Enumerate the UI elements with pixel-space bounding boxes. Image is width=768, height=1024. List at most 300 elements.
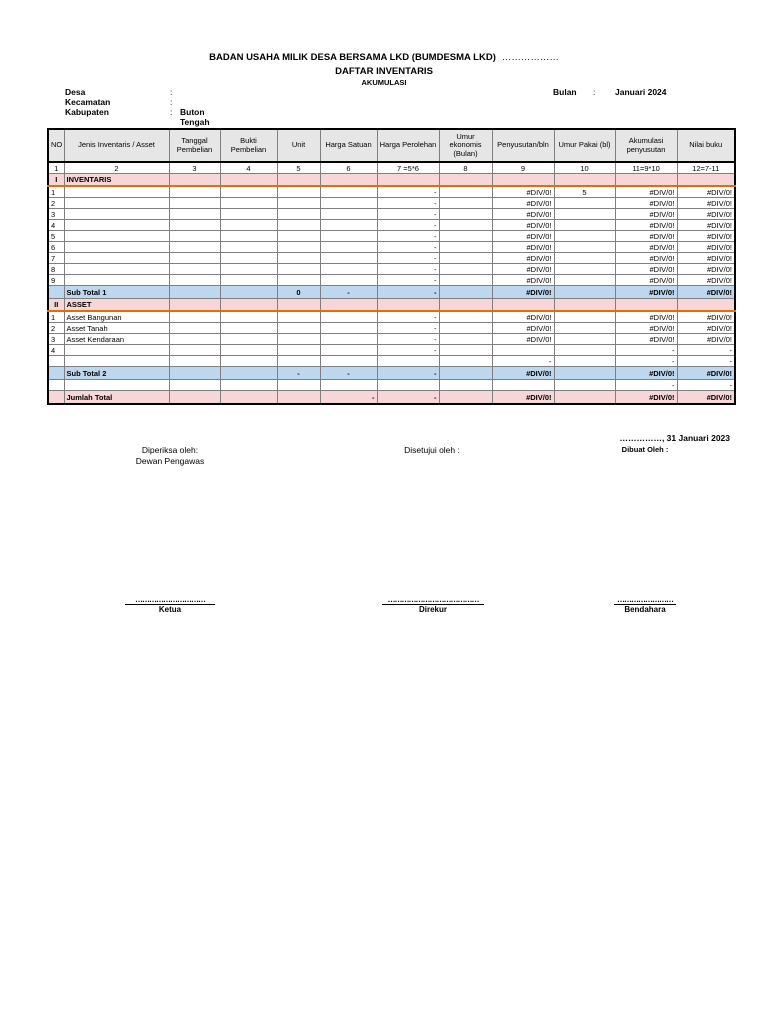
table-cell — [554, 391, 615, 405]
table-cell — [377, 299, 439, 312]
table-cell: #DIV/0! — [677, 275, 735, 286]
table-cell — [320, 323, 377, 334]
table-cell — [169, 356, 220, 367]
column-header: Harga Perolehan — [377, 129, 439, 162]
table-cell — [554, 311, 615, 323]
info-kabupaten — [65, 107, 210, 127]
table-cell — [64, 264, 169, 275]
table-cell: 5 — [554, 186, 615, 198]
table-cell — [439, 323, 492, 334]
table-cell: - — [377, 220, 439, 231]
subtotal-row — [48, 367, 735, 380]
table-cell: #DIV/0! — [677, 186, 735, 198]
table-cell: #DIV/0! — [677, 253, 735, 264]
table-cell — [554, 367, 615, 380]
ketua-signature — [125, 596, 215, 614]
table-cell: 8 — [439, 162, 492, 174]
table-cell — [320, 299, 377, 312]
column-header: Unit — [277, 129, 320, 162]
table-cell: #DIV/0! — [615, 334, 677, 345]
table-row — [48, 356, 735, 367]
table-cell — [220, 209, 277, 220]
total-row — [48, 391, 735, 405]
column-header: Bukti Pembelian — [220, 129, 277, 162]
table-cell: 7 — [48, 253, 64, 264]
bulan-label: Bulan — [553, 87, 577, 97]
table-cell — [439, 334, 492, 345]
table-cell — [554, 345, 615, 356]
table-cell: #DIV/0! — [615, 264, 677, 275]
column-header: Penyusutan/bln — [492, 129, 554, 162]
table-cell — [169, 391, 220, 405]
table-cell: #DIV/0! — [492, 286, 554, 299]
table-cell — [320, 174, 377, 187]
table-cell — [439, 220, 492, 231]
table-cell: #DIV/0! — [492, 367, 554, 380]
table-cell — [64, 242, 169, 253]
table-cell — [492, 174, 554, 187]
table-row — [48, 264, 735, 275]
table-cell: #DIV/0! — [677, 198, 735, 209]
table-cell: #DIV/0! — [677, 311, 735, 323]
dewan-pengawas-label: Dewan Pengawas — [135, 456, 205, 466]
table-cell — [169, 311, 220, 323]
column-header: Nilai buku — [677, 129, 735, 162]
table-cell: Jumlah Total — [64, 391, 169, 405]
table-cell — [277, 198, 320, 209]
table-row — [48, 198, 735, 209]
table-cell — [169, 275, 220, 286]
table-cell — [277, 311, 320, 323]
table-cell — [169, 367, 220, 380]
table-cell — [320, 264, 377, 275]
table-cell: 6 — [48, 242, 64, 253]
table-cell — [220, 323, 277, 334]
table-cell — [277, 209, 320, 220]
table-cell: - — [377, 242, 439, 253]
table-cell — [220, 198, 277, 209]
table-cell — [277, 186, 320, 198]
table-cell: 0 — [277, 286, 320, 299]
info-kecamatan — [65, 97, 173, 107]
table-cell — [439, 198, 492, 209]
table-cell: INVENTARIS — [64, 174, 169, 187]
table-cell: - — [277, 367, 320, 380]
table-cell: #DIV/0! — [677, 286, 735, 299]
table-cell: - — [377, 253, 439, 264]
table-cell — [277, 380, 320, 391]
table-cell: 1 — [48, 311, 64, 323]
table-cell — [169, 186, 220, 198]
dibuat-label: Dibuat Oleh : — [621, 445, 669, 454]
column-header: NO — [48, 129, 64, 162]
table-cell: #DIV/0! — [615, 220, 677, 231]
table-cell — [615, 174, 677, 187]
table-cell: #DIV/0! — [677, 231, 735, 242]
table-cell — [554, 299, 615, 312]
table-cell — [169, 345, 220, 356]
table-cell — [169, 242, 220, 253]
table-cell — [439, 367, 492, 380]
column-header: Harga Satuan — [320, 129, 377, 162]
table-cell: 9 — [492, 162, 554, 174]
table-cell: 2 — [48, 198, 64, 209]
table-cell: - — [320, 367, 377, 380]
table-cell — [64, 345, 169, 356]
ketua-dots: ………………………… — [125, 596, 215, 605]
table-cell: #DIV/0! — [492, 220, 554, 231]
table-cell — [492, 299, 554, 312]
table-cell: #DIV/0! — [492, 334, 554, 345]
signature-date: ……………, 31 Januari 2023 — [619, 433, 730, 443]
table-cell — [277, 253, 320, 264]
table-cell — [554, 198, 615, 209]
table-cell: 3 — [48, 209, 64, 220]
table-cell: #DIV/0! — [615, 391, 677, 405]
table-cell — [48, 391, 64, 405]
document-subsubtitle: AKUMULASI — [361, 78, 407, 87]
table-cell — [554, 356, 615, 367]
table-cell — [554, 209, 615, 220]
table-cell — [169, 220, 220, 231]
table-cell — [220, 299, 277, 312]
table-row — [48, 345, 735, 356]
table-cell: #DIV/0! — [677, 209, 735, 220]
table-cell: - — [377, 345, 439, 356]
table-row — [48, 253, 735, 264]
table-cell — [554, 264, 615, 275]
title-text: BADAN USAHA MILIK DESA BERSAMA LKD (BUMDESMA LKD) — [209, 52, 496, 63]
table-cell: 8 — [48, 264, 64, 275]
table-cell — [64, 275, 169, 286]
table-cell: 3 — [48, 334, 64, 345]
table-cell: #DIV/0! — [492, 209, 554, 220]
table-cell: 4 — [48, 220, 64, 231]
table-cell — [554, 286, 615, 299]
table-cell: #DIV/0! — [492, 264, 554, 275]
table-row — [48, 186, 735, 198]
table-row — [48, 220, 735, 231]
table-cell — [169, 286, 220, 299]
table-row — [48, 323, 735, 334]
table-cell — [64, 220, 169, 231]
table-cell: #DIV/0! — [677, 367, 735, 380]
table-cell — [169, 264, 220, 275]
table-cell: 3 — [169, 162, 220, 174]
table-cell — [220, 311, 277, 323]
section-row — [48, 174, 735, 187]
direktur-dots: ………………………………… — [382, 596, 484, 605]
table-cell — [320, 380, 377, 391]
table-cell: - — [377, 264, 439, 275]
table-cell: #DIV/0! — [615, 323, 677, 334]
table-cell: Asset Tanah — [64, 323, 169, 334]
table-cell: 11=9*10 — [615, 162, 677, 174]
table-cell: #DIV/0! — [615, 209, 677, 220]
table-cell — [439, 186, 492, 198]
table-cell — [439, 345, 492, 356]
document-title — [0, 52, 768, 63]
table-cell: #DIV/0! — [615, 286, 677, 299]
table-cell: - — [377, 286, 439, 299]
table-cell: #DIV/0! — [615, 198, 677, 209]
ketua-label: Ketua — [158, 605, 182, 614]
inventory-table — [47, 128, 736, 405]
title-dots: ……………… — [501, 52, 559, 63]
table-cell: - — [377, 367, 439, 380]
numbering-row — [48, 162, 735, 174]
table-cell — [439, 356, 492, 367]
table-cell: #DIV/0! — [492, 391, 554, 405]
table-cell — [64, 231, 169, 242]
table-cell — [220, 334, 277, 345]
table-cell: #DIV/0! — [492, 253, 554, 264]
table-cell — [277, 334, 320, 345]
table-cell: - — [492, 356, 554, 367]
table-cell: - — [377, 311, 439, 323]
table-cell: - — [377, 391, 439, 405]
table-cell — [169, 231, 220, 242]
bendahara-dots: …………………… — [614, 596, 676, 605]
table-cell — [439, 209, 492, 220]
table-cell — [377, 380, 439, 391]
table-cell: #DIV/0! — [492, 186, 554, 198]
table-cell — [320, 253, 377, 264]
table-cell: - — [377, 323, 439, 334]
table-cell — [439, 242, 492, 253]
table-cell — [169, 253, 220, 264]
table-cell: #DIV/0! — [677, 323, 735, 334]
bendahara-signature — [614, 596, 676, 614]
desa-colon: : — [170, 87, 173, 97]
column-header: Tanggal Pembelian — [169, 129, 220, 162]
table-cell — [439, 299, 492, 312]
table-cell: #DIV/0! — [492, 275, 554, 286]
diperiksa-label: Diperiksa oleh: — [141, 445, 199, 455]
table-row — [48, 209, 735, 220]
subtotal-row — [48, 286, 735, 299]
table-cell — [64, 380, 169, 391]
column-header: Jenis Inventaris / Asset — [64, 129, 169, 162]
table-cell — [439, 311, 492, 323]
table-cell — [677, 299, 735, 312]
bulan-value: Januari 2024 — [615, 87, 667, 97]
table-cell — [64, 356, 169, 367]
table-cell — [277, 220, 320, 231]
table-cell: 1 — [48, 162, 64, 174]
kabupaten-colon: : — [170, 107, 173, 117]
table-cell: #DIV/0! — [615, 311, 677, 323]
table-cell — [439, 264, 492, 275]
direktur-signature — [382, 596, 484, 614]
table-cell — [220, 174, 277, 187]
table-cell: - — [377, 198, 439, 209]
table-cell: #DIV/0! — [677, 220, 735, 231]
table-cell: #DIV/0! — [615, 253, 677, 264]
table-cell: Sub Total 2 — [64, 367, 169, 380]
table-cell — [554, 242, 615, 253]
column-header: Umur Pakai (bl) — [554, 129, 615, 162]
table-cell: #DIV/0! — [492, 198, 554, 209]
table-cell: Asset Kendaraan — [64, 334, 169, 345]
table-cell: - — [615, 380, 677, 391]
table-cell — [377, 356, 439, 367]
table-cell — [64, 253, 169, 264]
kecamatan-colon: : — [170, 97, 173, 107]
table-cell — [377, 174, 439, 187]
table-cell: 7 =5*6 — [377, 162, 439, 174]
table-cell — [439, 286, 492, 299]
table-row — [48, 275, 735, 286]
table-cell — [277, 299, 320, 312]
table-cell: - — [677, 380, 735, 391]
table-cell: 5 — [48, 231, 64, 242]
table-cell: I — [48, 174, 64, 187]
info-desa — [65, 87, 173, 97]
table-cell — [169, 299, 220, 312]
table-cell — [64, 186, 169, 198]
table-cell — [554, 231, 615, 242]
table-cell: #DIV/0! — [677, 242, 735, 253]
table-cell: 10 — [554, 162, 615, 174]
table-cell — [554, 220, 615, 231]
table-cell — [220, 220, 277, 231]
table-cell: - — [377, 275, 439, 286]
table-cell: #DIV/0! — [615, 367, 677, 380]
table-cell — [169, 209, 220, 220]
table-cell — [277, 264, 320, 275]
table-cell — [320, 334, 377, 345]
table-cell — [439, 231, 492, 242]
table-cell: - — [377, 186, 439, 198]
table-cell — [169, 334, 220, 345]
table-cell: 4 — [220, 162, 277, 174]
table-cell — [320, 231, 377, 242]
table-cell — [64, 198, 169, 209]
table-cell: #DIV/0! — [677, 264, 735, 275]
table-cell — [320, 220, 377, 231]
table-cell — [439, 174, 492, 187]
table-cell: #DIV/0! — [492, 231, 554, 242]
section-row — [48, 299, 735, 312]
table-cell: 6 — [320, 162, 377, 174]
table-cell — [220, 367, 277, 380]
table-cell — [439, 275, 492, 286]
table-cell — [48, 380, 64, 391]
table-cell — [439, 380, 492, 391]
table-cell — [277, 345, 320, 356]
table-cell — [220, 231, 277, 242]
table-cell: 2 — [64, 162, 169, 174]
table-cell: - — [377, 231, 439, 242]
table-cell: #DIV/0! — [492, 311, 554, 323]
table-cell — [677, 174, 735, 187]
table-cell — [320, 311, 377, 323]
table-cell: #DIV/0! — [492, 242, 554, 253]
table-cell — [220, 242, 277, 253]
table-cell: - — [377, 209, 439, 220]
table-row — [48, 311, 735, 323]
column-header: Akumulasi penyusutan — [615, 129, 677, 162]
table-cell: #DIV/0! — [615, 242, 677, 253]
table-cell — [48, 286, 64, 299]
table-cell — [277, 323, 320, 334]
table-cell — [48, 356, 64, 367]
kabupaten-value: Buton Tengah — [180, 107, 210, 127]
table-cell — [492, 345, 554, 356]
table-cell — [48, 367, 64, 380]
table-cell — [220, 380, 277, 391]
bendahara-label: Bendahara — [624, 605, 666, 614]
table-cell: 9 — [48, 275, 64, 286]
table-cell — [492, 380, 554, 391]
table-cell: - — [320, 286, 377, 299]
table-cell — [220, 253, 277, 264]
table-cell: - — [615, 345, 677, 356]
table-cell — [277, 356, 320, 367]
table-cell — [554, 380, 615, 391]
table-cell: #DIV/0! — [615, 186, 677, 198]
table-cell: 5 — [277, 162, 320, 174]
table-cell — [220, 275, 277, 286]
kecamatan-label: Kecamatan — [65, 97, 111, 107]
disetujui-label: Disetujui oleh : — [404, 445, 460, 455]
desa-label: Desa — [65, 87, 86, 97]
table-cell: ASSET — [64, 299, 169, 312]
table-cell — [320, 356, 377, 367]
table-cell — [220, 356, 277, 367]
table-cell: #DIV/0! — [677, 334, 735, 345]
table-row — [48, 231, 735, 242]
table-cell — [554, 323, 615, 334]
table-cell — [220, 391, 277, 405]
table-cell — [615, 299, 677, 312]
table-cell — [554, 174, 615, 187]
table-cell — [277, 391, 320, 405]
table-cell — [277, 275, 320, 286]
table-cell — [320, 275, 377, 286]
table-cell: - — [677, 356, 735, 367]
table-cell — [277, 174, 320, 187]
table-cell — [439, 253, 492, 264]
table-cell — [320, 186, 377, 198]
table-cell: - — [320, 391, 377, 405]
table-cell: #DIV/0! — [492, 323, 554, 334]
table-row — [48, 334, 735, 345]
table-cell — [169, 198, 220, 209]
table-cell — [64, 209, 169, 220]
table-cell — [277, 242, 320, 253]
table-cell — [320, 198, 377, 209]
table-cell — [169, 174, 220, 187]
table-cell — [277, 231, 320, 242]
table-cell: II — [48, 299, 64, 312]
table-cell — [554, 253, 615, 264]
table-cell: - — [677, 345, 735, 356]
table-cell — [554, 334, 615, 345]
table-cell — [220, 264, 277, 275]
bulan-colon: : — [593, 87, 596, 97]
table-cell — [554, 275, 615, 286]
table-cell: #DIV/0! — [677, 391, 735, 405]
table-cell — [169, 323, 220, 334]
table-header-row — [48, 129, 735, 162]
table-cell: #DIV/0! — [615, 231, 677, 242]
table-cell — [320, 209, 377, 220]
table-row — [48, 242, 735, 253]
document-subtitle: DAFTAR INVENTARIS — [335, 66, 433, 77]
table-cell: Sub Total 1 — [64, 286, 169, 299]
